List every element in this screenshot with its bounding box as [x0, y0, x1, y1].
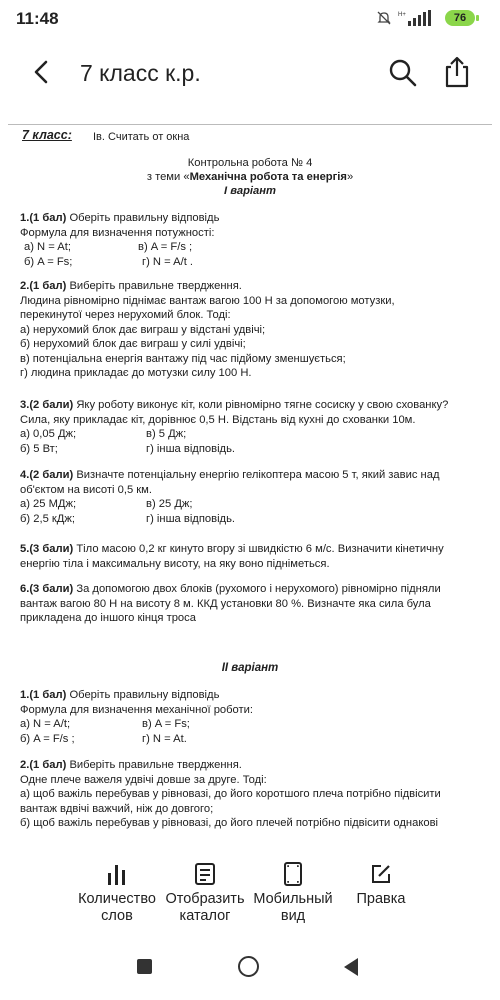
- search-icon: [386, 56, 420, 90]
- show-catalog-label-2: каталог: [179, 908, 231, 924]
- v1-question-3: 3.(2 бали) Яку роботу виконує кіт, коли рівномірно тягне сосиску у свою схованку? Сила, яку прикладає кіт, дорівнює 0,5 Н. Відстань від кухні до схованки 10м. а) 0,05 Дж; в) 5 Дж; б) 5 Вт; г) інша відповідь.: [20, 399, 449, 455]
- v1-question-2: 2.(1 бал) Виберіть правильне твердження. Людина рівномірно піднімає вантаж вагою 100 Н за допомогою мотузки, перекинутої через нерухомий блок. Тоді: а) нерухомий блок дає виграш у відстані удвічі; б) нерухомий блок дає виграш у силі удвічі; в) потенціальна енергія вантажу під час підйому зменшується; г) людина прикладає до мотузки силу 100 Н.: [20, 280, 395, 379]
- variant-1-heading: І варіант: [224, 185, 276, 197]
- mobile-view-icon: [280, 861, 306, 887]
- status-time: 11:48: [16, 9, 59, 28]
- edit-icon: [368, 861, 394, 887]
- show-catalog-label-1: Отобразить: [165, 891, 245, 907]
- mobile-view-label-1: Мобильный: [253, 891, 333, 907]
- app-bar: [0, 40, 500, 108]
- share-button[interactable]: [440, 54, 474, 90]
- class-note: Ів. Считать от окна: [93, 131, 190, 143]
- word-count-button[interactable]: [67, 855, 167, 925]
- catalog-icon: [192, 861, 218, 887]
- nav-back-icon[interactable]: [342, 956, 360, 978]
- v1-question-1: 1.(1 бал) Оберіть правильну відповідь Формула для визначення потужності: а) N = At; в) A = F/s ; б) A = Fs; г) N = A/t .: [20, 212, 220, 268]
- back-button[interactable]: [24, 54, 60, 90]
- battery-indicator: 76: [445, 10, 475, 26]
- svg-text:H+: H+: [398, 12, 406, 18]
- home-button[interactable]: [238, 956, 259, 977]
- status-bar: [0, 0, 500, 36]
- page-top-rule: [8, 124, 492, 125]
- v2-question-1: 1.(1 бал) Оберіть правильну відповідь Формула для визначення механічної роботи: а) N = A/t; в) A = Fs; б) A = F/s ; г) N = At.: [20, 689, 254, 745]
- edit-button[interactable]: [331, 855, 431, 908]
- mobile-view-button[interactable]: [243, 855, 343, 925]
- word-count-label-2: слов: [101, 908, 133, 924]
- bar-chart-icon: [104, 861, 130, 887]
- v1-question-6: 6.(3 бали) За допомогою двох блоків (рухомого і нерухомого) рівномірно підняли вантаж вагою 80 Н на висоту 8 м. ККД установки 80 %. Визначте яка сила була прикладена до іншого кінця троса: [20, 583, 441, 624]
- document-title: 7 класс к.р.: [80, 60, 201, 86]
- test-title: Контрольна робота № 4: [187, 157, 313, 169]
- share-icon: [440, 54, 474, 90]
- document-view[interactable]: [0, 112, 500, 854]
- class-label: 7 класс:: [22, 128, 72, 142]
- test-topic: з теми «Механічна робота та енергія»: [146, 171, 354, 183]
- word-count-label-1: Количество: [78, 891, 156, 907]
- chevron-left-icon: [24, 54, 60, 90]
- mobile-view-label-2: вид: [280, 908, 306, 924]
- recent-apps-button[interactable]: [137, 959, 152, 974]
- edit-label: Правка: [356, 891, 406, 907]
- search-button[interactable]: [386, 56, 420, 90]
- v1-question-5: 5.(3 бали) Тіло масою 0,2 кг кинуто вгору зі швидкістю 6 м/с. Визначити кінетичну енергію тіла і максимальну висоту, на яку воно підніметься.: [20, 543, 444, 570]
- bell-off-icon: [376, 10, 392, 30]
- v2-question-2: 2.(1 бал) Виберіть правильне твердження. Одне плече важеля удвічі довше за друге. Тоді: а) щоб важіль перебував у рівновазі, до його коротшого плеча потрібно підвісити вантаж вдвічі важчий, ніж до довгого; б) щоб важіль перебував у рівновазі, до його плечей потрібно підвісити однакові: [20, 759, 441, 829]
- show-catalog-button[interactable]: [155, 855, 255, 925]
- v1-question-4: 4.(2 бали) Визначте потенціальну енергію гелікоптера масою 5 т, який завис над об'єктом на висоті 0,5 км. а) 25 МДж; в) 25 Дж; б) 2,5 кДж; г) інша відповідь.: [20, 469, 440, 525]
- bottom-toolbar: [0, 855, 500, 935]
- battery-tip: [476, 15, 479, 21]
- variant-2-heading: ІІ варіант: [221, 662, 279, 674]
- signal-icon: [398, 9, 434, 27]
